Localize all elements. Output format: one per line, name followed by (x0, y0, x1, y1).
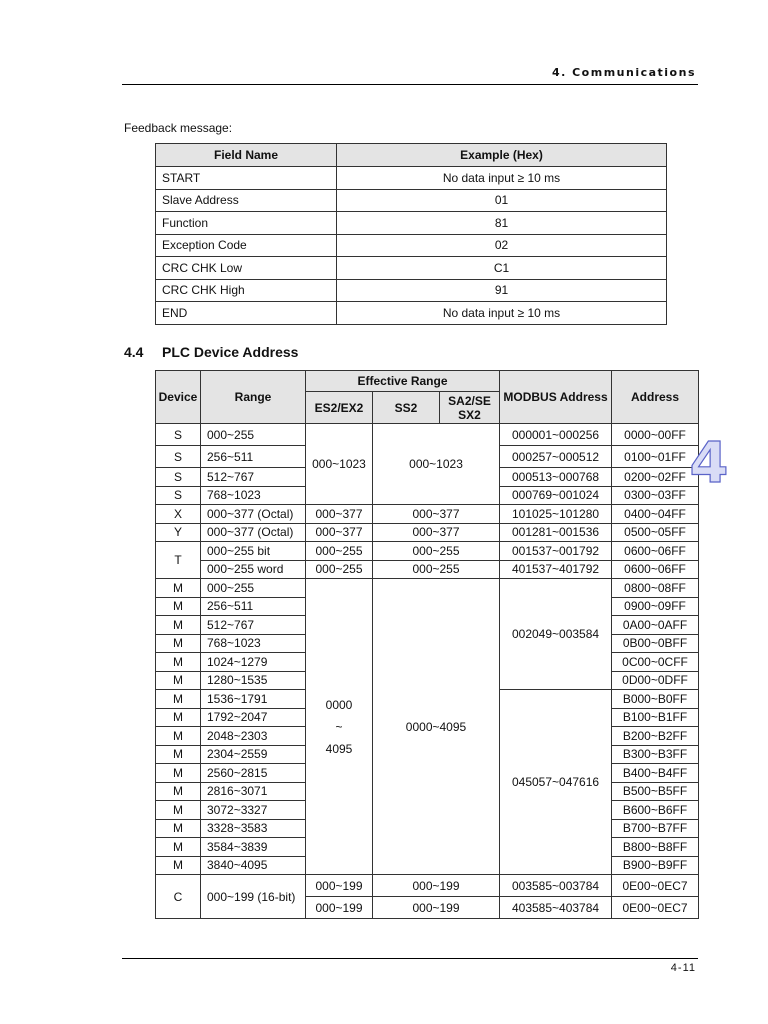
column-header-ss2: SS2 (373, 392, 440, 424)
range-cell: 000~255 word (201, 560, 306, 579)
device-cell: M (156, 819, 201, 838)
address-cell: 0800~08FF (612, 579, 699, 598)
address-cell: 0300~03FF (612, 486, 699, 505)
column-header-range: Range (201, 371, 306, 424)
device-cell: M (156, 634, 201, 653)
table-row (156, 523, 699, 542)
range-cell: 1536~1791 (201, 690, 306, 709)
modbus-cell: 101025~101280 (500, 505, 612, 524)
es2-range-cell: 000~255 (306, 542, 373, 561)
table-row (156, 560, 699, 579)
chapter-tab-number: 4 (689, 431, 729, 496)
table-row (156, 167, 667, 190)
table-row (156, 302, 667, 325)
field-name-cell: END (156, 302, 337, 325)
range-cell: 256~511 (201, 446, 306, 468)
example-hex-cell: C1 (337, 257, 667, 280)
example-hex-cell: 91 (337, 279, 667, 302)
device-cell: M (156, 764, 201, 783)
field-name-cell: CRC CHK High (156, 279, 337, 302)
address-cell: 0600~06FF (612, 542, 699, 561)
address-cell: 0E00~0EC7 (612, 875, 699, 897)
range-cell: 2304~2559 (201, 745, 306, 764)
range-cell: 2560~2815 (201, 764, 306, 783)
modbus-cell: 000001~000256 (500, 424, 612, 446)
range-cell: 000~255 (201, 424, 306, 446)
es2-range-cell: 000~1023 (306, 424, 373, 505)
ss2-sa2-range-cell: 000~255 (373, 542, 500, 561)
range-cell: 000~377 (Octal) (201, 523, 306, 542)
device-cell: S (156, 446, 201, 468)
address-cell: 0600~06FF (612, 560, 699, 579)
range-cell: 000~255 (201, 579, 306, 598)
device-cell: M (156, 690, 201, 709)
modbus-cell: 003585~003784 (500, 875, 612, 897)
device-cell: M (156, 579, 201, 598)
table-row (156, 257, 667, 280)
modbus-cell: 002049~003584 (500, 579, 612, 690)
address-cell: B000~B0FF (612, 690, 699, 709)
range-cell: 2816~3071 (201, 782, 306, 801)
address-cell: 0100~01FF (612, 446, 699, 468)
range-cell: 000~255 bit (201, 542, 306, 561)
address-cell: B500~B5FF (612, 782, 699, 801)
address-cell: B200~B2FF (612, 727, 699, 746)
ss2-sa2-range-cell: 000~255 (373, 560, 500, 579)
device-cell: M (156, 671, 201, 690)
range-cell: 1024~1279 (201, 653, 306, 672)
feedback-message-table (155, 143, 667, 325)
device-cell: M (156, 838, 201, 857)
range-cell: 000~199 (16-bit) (201, 875, 306, 919)
address-cell: 0A00~0AFF (612, 616, 699, 635)
modbus-cell: 000769~001024 (500, 486, 612, 505)
device-cell: S (156, 468, 201, 487)
feedback-message-label: Feedback message: (124, 121, 233, 135)
address-cell: 0E00~0EC7 (612, 897, 699, 919)
table-row (156, 424, 699, 446)
modbus-cell: 000513~000768 (500, 468, 612, 487)
address-cell: B400~B4FF (612, 764, 699, 783)
ss2-sa2-range-cell: 000~199 (373, 897, 500, 919)
device-cell: S (156, 486, 201, 505)
column-header-example-hex: Example (Hex) (337, 144, 667, 167)
example-hex-cell: No data input ≥ 10 ms (337, 302, 667, 325)
example-hex-cell: No data input ≥ 10 ms (337, 167, 667, 190)
modbus-cell: 401537~401792 (500, 560, 612, 579)
es2-range-cell: 000~377 (306, 523, 373, 542)
page-number: 4-11 (670, 962, 696, 974)
range-cell: 768~1023 (201, 486, 306, 505)
field-name-cell: START (156, 167, 337, 190)
example-hex-cell: 02 (337, 234, 667, 257)
es2-range-start: 0000 (325, 697, 353, 712)
address-cell: B700~B7FF (612, 819, 699, 838)
modbus-cell: 000257~000512 (500, 446, 612, 468)
range-cell: 3328~3583 (201, 819, 306, 838)
address-cell: 0000~00FF (612, 424, 699, 446)
device-cell: M (156, 616, 201, 635)
range-cell: 512~767 (201, 468, 306, 487)
modbus-cell: 045057~047616 (500, 690, 612, 875)
range-cell: 3584~3839 (201, 838, 306, 857)
example-hex-cell: 81 (337, 212, 667, 235)
field-name-cell: Exception Code (156, 234, 337, 257)
table-row (156, 542, 699, 561)
column-header-device: Device (156, 371, 201, 424)
plc-device-address-table (155, 370, 699, 919)
address-cell: 0C00~0CFF (612, 653, 699, 672)
field-name-cell: CRC CHK Low (156, 257, 337, 280)
es2-range-cell: 000~199 (306, 875, 373, 897)
modbus-cell: 001537~001792 (500, 542, 612, 561)
section-title-text: PLC Device Address (162, 344, 299, 360)
ss2-sa2-range-cell: 000~199 (373, 875, 500, 897)
field-name-cell: Function (156, 212, 337, 235)
device-cell: Y (156, 523, 201, 542)
device-cell: M (156, 782, 201, 801)
range-cell: 3072~3327 (201, 801, 306, 820)
range-cell: 1280~1535 (201, 671, 306, 690)
ss2-sa2-range-cell: 0000~4095 (373, 579, 500, 875)
range-cell: 3840~4095 (201, 856, 306, 875)
address-cell: 0B00~0BFF (612, 634, 699, 653)
es2-range-cell: 000~377 (306, 505, 373, 524)
modbus-cell: 403585~403784 (500, 897, 612, 919)
column-header-es2-ex2: ES2/EX2 (306, 392, 373, 424)
example-hex-cell: 01 (337, 189, 667, 212)
table-row (156, 234, 667, 257)
device-cell: M (156, 727, 201, 746)
column-header-effective-range: Effective Range (306, 371, 500, 392)
address-cell: B100~B1FF (612, 708, 699, 727)
address-cell: 0500~05FF (612, 523, 699, 542)
device-cell: M (156, 801, 201, 820)
device-cell: M (156, 856, 201, 875)
field-name-cell: Slave Address (156, 189, 337, 212)
footer-rule (122, 958, 698, 959)
ss2-sa2-range-cell: 000~377 (373, 505, 500, 524)
address-cell: B900~B9FF (612, 856, 699, 875)
table-row (156, 279, 667, 302)
range-cell: 768~1023 (201, 634, 306, 653)
column-header-field-name: Field Name (156, 144, 337, 167)
device-cell: T (156, 542, 201, 579)
device-cell: X (156, 505, 201, 524)
device-cell: M (156, 597, 201, 616)
ss2-sa2-range-cell: 000~377 (373, 523, 500, 542)
range-cell: 2048~2303 (201, 727, 306, 746)
device-cell: C (156, 875, 201, 919)
chapter-tab-icon (689, 431, 729, 496)
ss2-sa2-range-cell: 000~1023 (373, 424, 500, 505)
address-cell: 0200~02FF (612, 468, 699, 487)
es2-range-separator: ~ (335, 719, 343, 734)
address-cell: 0D00~0DFF (612, 671, 699, 690)
range-cell: 000~377 (Octal) (201, 505, 306, 524)
address-cell: B300~B3FF (612, 745, 699, 764)
table-row (156, 189, 667, 212)
table-row (156, 212, 667, 235)
address-cell: B600~B6FF (612, 801, 699, 820)
es2-range-end: 4095 (325, 741, 353, 756)
running-header-chapter: 4. Communications (551, 66, 696, 79)
es2-range-cell: 000~199 (306, 897, 373, 919)
table-row (156, 505, 699, 524)
range-cell: 512~767 (201, 616, 306, 635)
device-cell: M (156, 745, 201, 764)
table-row (156, 579, 699, 598)
header-rule (122, 84, 698, 85)
address-cell: 0400~04FF (612, 505, 699, 524)
table-row (156, 875, 699, 897)
column-header-sa2-se-sx2: SA2/SE SX2 (440, 392, 500, 424)
section-number: 4.4 (124, 344, 144, 360)
address-cell: B800~B8FF (612, 838, 699, 857)
section-heading (124, 344, 298, 360)
es2-range-cell: 000~255 (306, 560, 373, 579)
es2-range-cell (306, 579, 373, 875)
range-cell: 256~511 (201, 597, 306, 616)
device-cell: M (156, 708, 201, 727)
table-header-row (156, 371, 699, 392)
column-header-modbus-address: MODBUS Address (500, 371, 612, 424)
device-cell: S (156, 424, 201, 446)
range-cell: 1792~2047 (201, 708, 306, 727)
address-cell: 0900~09FF (612, 597, 699, 616)
device-cell: M (156, 653, 201, 672)
table-header-row (156, 144, 667, 167)
modbus-cell: 001281~001536 (500, 523, 612, 542)
column-header-address: Address (612, 371, 699, 424)
